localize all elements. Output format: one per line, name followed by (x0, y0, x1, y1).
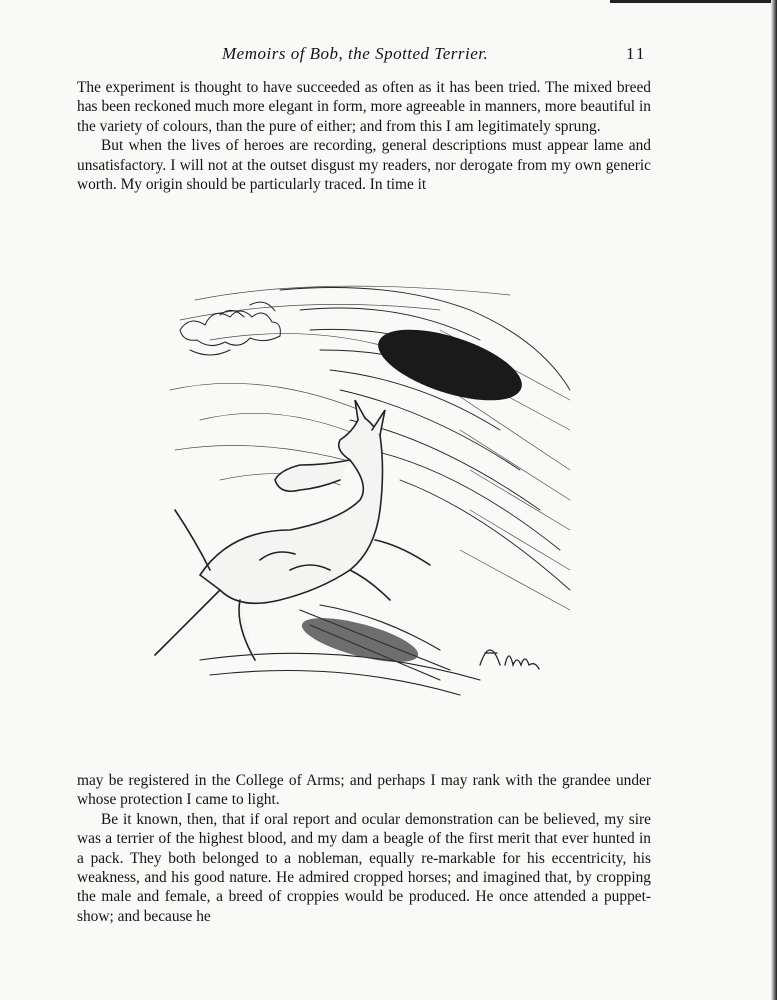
paragraph: But when the lives of heroes are recording, general descriptions must appear lame and unsatisfactory. I will not at the outset disgust my readers, nor derogate from my own generic worth. My origin should be particularly traced. In time it (77, 137, 651, 194)
page-edge-top (610, 0, 777, 3)
dog-engraving-illustration (140, 270, 580, 710)
bush-foliage (180, 302, 280, 355)
burrow-hole (370, 315, 530, 415)
bottom-text-block (77, 771, 651, 926)
paragraph: may be registered in the College of Arms; and perhaps I may rank with the grandee under whose protection I came to light. (77, 772, 651, 809)
top-text-block (77, 78, 651, 194)
paragraph: The experiment is thought to have succeeded as often as it has been tried. The mixed breed has been reckoned much more elegant in form, more agreeable in manners, more beautiful in the variety of colours, than the pure of either; and from this I am legitimately sprung. (77, 79, 651, 135)
dog-shadow (298, 609, 422, 671)
page-number: 11 (626, 44, 647, 63)
running-title: Memoirs of Bob, the Spotted Terrier. (222, 44, 489, 63)
artist-signature (480, 650, 539, 669)
running-head (0, 44, 777, 68)
dog (155, 400, 430, 660)
paragraph: Be it known, then, that if oral report and ocular demonstration can be believed, my sire was a terrier of the highest blood, and my dam a beagle of the first merit that ever hunted in a pack. They both belonged to a nobleman, equally re-markable for his eccentricity, his weakness, and his good nature. He admired cropped horses; and imagined that, by cropping the male and female, a breed of croppies would be produced. He once attended a puppet-show; and because he (77, 810, 651, 925)
page-edge-right (771, 0, 777, 1000)
